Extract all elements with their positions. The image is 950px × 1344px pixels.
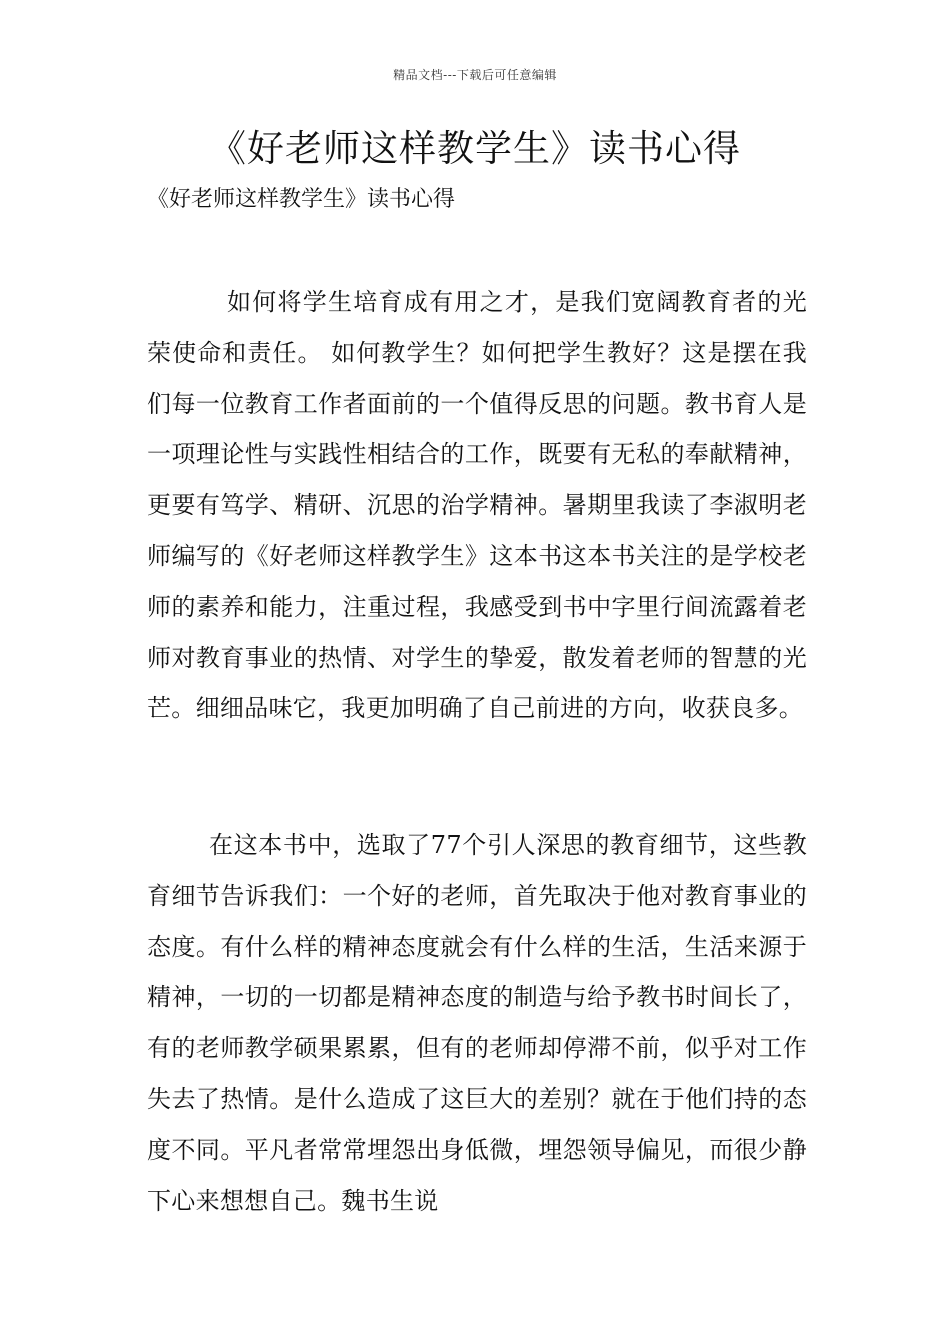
body-paragraph: 如何将学生培育成有用之才，是我们宽阔教育者的光荣使命和责任。 如何教学生？如何把学生教好？这是摆在我们每一位教育工作者面前的一个值得反思的问题。教书育人是一项理论性与实践性相结合的工作，既要有无私的奉献精神，更要有笃学、精研、沉思的治学精神。暑期里我读了李淑明老师编写的《好老师这样教学生》这本书这本书关注的是学校老师的素养和能力，注重过程，我感受到书中字里行间流露着老师对教育事业的热情、对学生的挚爱，散发着老师的智慧的光芒。细细品味它，我更加明确了自己前进的方向，收获良多。 xyxy=(147,288,807,723)
document-title: 《好老师这样教学生》读书心得 xyxy=(209,127,741,170)
document-subtitle: 《好老师这样教学生》读书心得 xyxy=(147,187,456,212)
body-paragraph: 在这本书中，选取了77个引人深思的教育细节，这些教育细节告诉我们：一个好的老师，首先取决于他对教育事业的态度。有什么样的精神态度就会有什么样的生活，生活来源于精神，一切的一切都是精神态度的制造与给予教书时间长了，有的老师教学硕果累累，但有的老师却停滞不前，似乎对工作失去了热情。是什么造成了这巨大的差别？就在于他们持的态度不同。平凡者常常埋怨出身低微，埋怨领导偏见，而很少静下心来想想自己。魏书生说 xyxy=(147,831,807,1215)
page-header-note: 精品文档---下载后可任意编辑 xyxy=(393,68,557,82)
